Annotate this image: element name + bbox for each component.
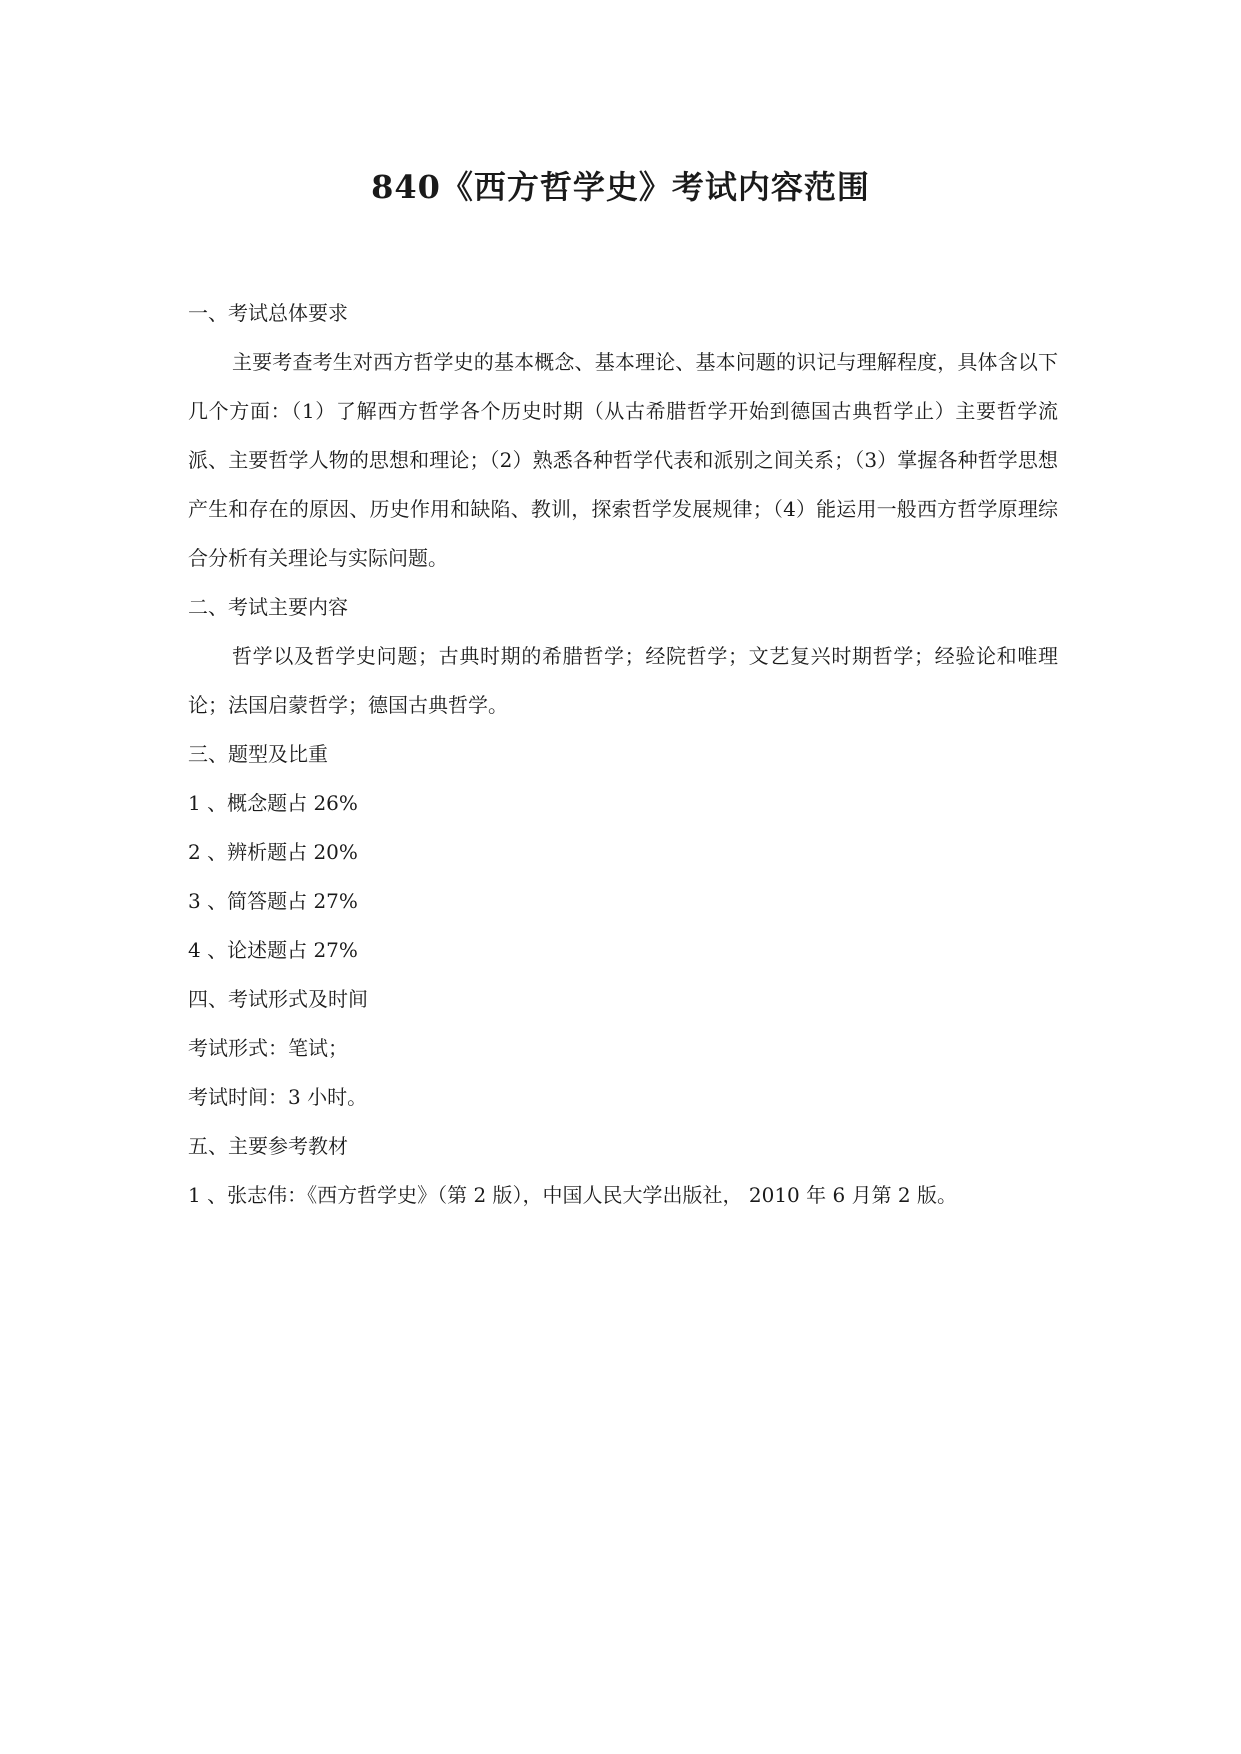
section-heading-question-types: 三、题型及比重 xyxy=(188,742,328,766)
document-title: 840《西方哲学史》考试内容范围 xyxy=(371,168,870,206)
section-heading-exam-format: 四、考试形式及时间 xyxy=(188,987,368,1011)
document-body xyxy=(188,289,1058,1220)
section-heading-content: 二、考试主要内容 xyxy=(188,595,348,619)
section-heading-requirements: 一、考试总体要求 xyxy=(188,301,348,325)
question-type-item: 1 、概念题占 26% xyxy=(188,791,358,815)
exam-time: 考试时间：3 小时。 xyxy=(188,1085,368,1109)
question-type-item: 2 、辨析题占 20% xyxy=(188,840,358,864)
section-heading-references: 五、主要参考教材 xyxy=(188,1134,348,1158)
reference-item: 1 、张志伟：《西方哲学史》（第 2 版），中国人民大学出版社， 2010 年 6 月第 2 版。 xyxy=(188,1183,958,1207)
question-type-item: 3 、简答题占 27% xyxy=(188,889,358,913)
question-type-item: 4 、论述题占 27% xyxy=(188,938,358,962)
requirements-paragraph: 主要考查考生对西方哲学史的基本概念、基本理论、基本问题的识记与理解程度，具体含以下几个方面：（1）了解西方哲学各个历史时期（从古希腊哲学开始到德国古典哲学止）主要哲学流派、主要哲学人物的思想和理论；（2）熟悉各种哲学代表和派别之间关系；（3）掌握各种哲学思想产生和存在的原因、历史作用和缺陷、教训，探索哲学发展规律；（4）能运用一般西方哲学原理综合分析有关理论与实际问题。 xyxy=(188,350,1058,570)
exam-form: 考试形式：笔试； xyxy=(188,1036,348,1060)
content-paragraph: 哲学以及哲学史问题；古典时期的希腊哲学；经院哲学；文艺复兴时期哲学；经验论和唯理论；法国启蒙哲学；德国古典哲学。 xyxy=(188,644,1058,717)
